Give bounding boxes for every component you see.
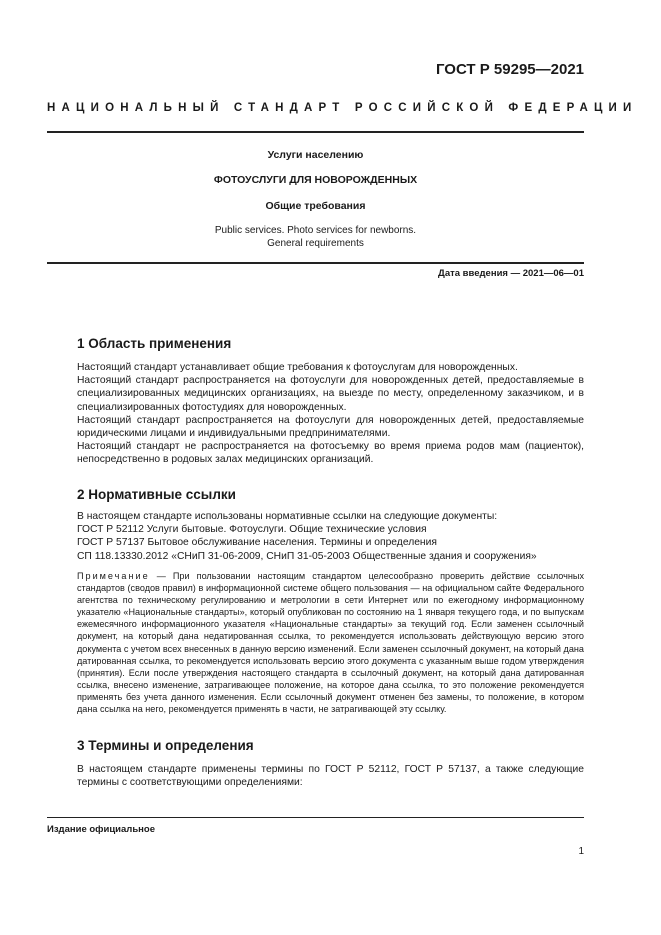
page-number: 1 [578, 846, 584, 857]
note-text: — При пользовании настоящим стандартом целесообразно проверить действие ссылочных стандартов (сводов правил) в информационной системе общего пользования — на официальном сайте Федерального агентства по техническому регулированию и метрологии в сети Интернет или по ежегодному информационному указателю «Национальные стандарты», который опубликован по состоянию на 1 января текущего года, и по выпускам ежемесячного информационного указателя «Национальные стандарты» за текущий год. Если заменен ссылочный документ, на который дана недатированная ссылка, то рекомендуется использовать действующую версию этого документа с учетом всех внесенных в данную версию изменений. Если заменен ссылочный документ, на который дана датированная ссылка, то рекомендуется использовать версию этого документа с указанным выше годом утверждения (принятия). Если после утверждения настоящего стандарта в ссылочный документ, на который дана датированная ссылка, внесено изменение, затрагивающее положение, на которое дана ссылка, то это положение рекомендуется применять без учета данного изменения. Если ссылочный документ отменен без замены, то положение, в котором дана ссылка на него, рекомендуется применять в части, не затрагивающей эту ссылку. [77, 571, 584, 715]
section1-paragraph: Настоящий стандарт распространяется на фотоуслуги для новорожденных детей, предоставляемые юридическими лицами и индивидуальными предпринимателями. [77, 414, 584, 440]
section2-note [77, 570, 584, 715]
title-sub: Общие требования [265, 200, 366, 212]
title-english-2: General requirements [267, 238, 364, 249]
edition-label: Издание официальное [47, 824, 155, 835]
normative-reference: ГОСТ Р 52112 Услуги бытовые. Фотоуслуги. Общие технические условия [77, 524, 427, 536]
section2-body [77, 510, 584, 563]
title-rule [47, 262, 584, 264]
title-main: ФОТОУСЛУГИ ДЛЯ НОВОРОЖДЕННЫХ [213, 174, 418, 186]
title-english-1: Public services. Photo services for newborns. [214, 225, 417, 236]
section2-paragraph: В настоящем стандарте использованы нормативные ссылки на следующие документы: [77, 511, 498, 522]
section3-heading: 3 Термины и определения [77, 738, 254, 753]
top-rule [47, 131, 584, 133]
section3-body [77, 763, 584, 789]
normative-reference: ГОСТ Р 57137 Бытовое обслуживание населения. Термины и определения [77, 537, 437, 549]
section1-paragraph: Настоящий стандарт распространяется на фотоуслуги для новорожденных детей, предоставляемые в специализированных медицинских организациях, на выезде по месту, определенному заказчиком, и в специализированных фотостудиях для новорожденных. [77, 375, 584, 413]
standard-number: ГОСТ Р 59295—2021 [435, 61, 584, 78]
section3-paragraph: В настоящем стандарте применены термины по ГОСТ Р 52112, ГОСТ Р 57137, а также следующие термины с соответствующими определениями: [77, 764, 584, 789]
section1-paragraph: Настоящий стандарт устанавливает общие требования к фотоуслугам для новорожденных. [77, 362, 518, 373]
footer-rule [47, 817, 584, 818]
introduction-date: Дата введения — 2021—06—01 [438, 268, 584, 279]
title-group: Услуги населению [267, 149, 364, 161]
section2-heading: 2 Нормативные ссылки [77, 487, 236, 502]
national-standard-banner: НАЦИОНАЛЬНЫЙ СТАНДАРТ РОССИЙСКОЙ ФЕДЕРАЦИИ [47, 102, 638, 114]
section1-heading: 1 Область применения [77, 336, 232, 351]
section1-body [77, 361, 584, 467]
section1-paragraph: Настоящий стандарт не распространяется на фотосъемку во время приема родов мам (пациенток), непосредственно в родовых залах медицинских организаций. [77, 441, 584, 466]
note-label: Примечание [77, 571, 150, 581]
normative-reference: СП 118.13330.2012 «СНиП 31-06-2009, СНиП 31-05-2003 Общественные здания и сооружения» [77, 550, 537, 562]
